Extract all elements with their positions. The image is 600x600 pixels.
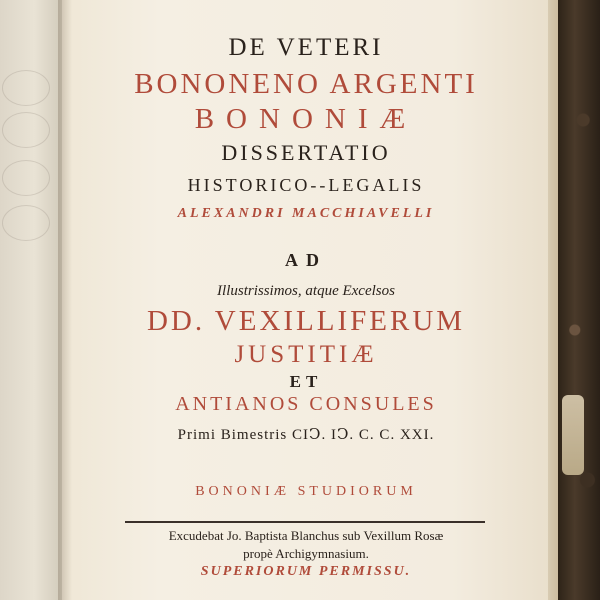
title-line-4: DISSERTATIO — [221, 140, 391, 165]
title-line-3: BONONIÆ — [194, 103, 418, 135]
author-name: ALEXANDRI MACCHIAVELLI — [177, 206, 435, 221]
title-line-5: HISTORICO--LEGALIS — [187, 175, 425, 195]
permission-line: SUPERIORUM PERMISSU. — [200, 564, 412, 579]
dedication-intro: Illustrissimos, atque Excelsos — [217, 283, 395, 299]
binding-wear — [562, 395, 584, 475]
title-line-1: DE VETERI — [228, 34, 384, 61]
title-line-2: BONONENO ARGENTI — [134, 68, 478, 100]
et-word: ET — [289, 372, 323, 391]
imprint-place: BONONIÆ STUDIORUM — [195, 484, 417, 499]
ghost-ornament — [2, 70, 50, 106]
ghost-ornament — [2, 160, 50, 196]
ad-word: AD — [285, 250, 327, 270]
left-facing-page — [0, 0, 62, 600]
dedicatee-line-3: ANTIANOS CONSULES — [175, 393, 437, 415]
ghost-ornament — [2, 112, 50, 148]
book-binding — [558, 0, 600, 600]
date-line: Primi Bimestris CIↃ. IↃ. C. C. XXI. — [177, 427, 435, 443]
printer-line-2: propè Archigymnasium. — [243, 546, 369, 561]
printer-line-1: Excudebat Jo. Baptista Blanchus sub Vexillum Rosæ — [168, 528, 444, 543]
dedicatee-line-1: DD. VEXILLIFERUM — [146, 305, 466, 337]
ghost-ornament — [2, 205, 50, 241]
imprint-rule — [125, 521, 485, 523]
dedicatee-line-2: JUSTITIÆ — [234, 341, 378, 368]
